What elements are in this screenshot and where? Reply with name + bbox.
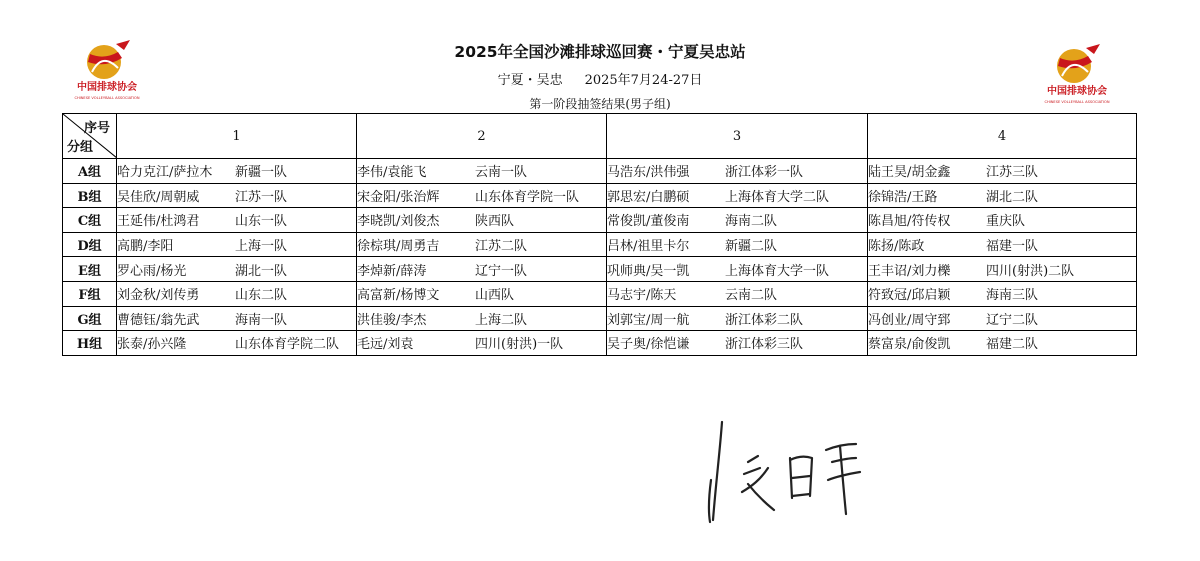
table-row [63,331,1137,356]
draw-results-table [62,113,1137,356]
group-cell: B组 [63,183,117,208]
page-title: 2025年全国沙滩排球巡回赛・宁夏吴忠站 [454,43,746,61]
team-name: 四川(射洪)一队 [475,337,564,353]
team-name: 江苏二队 [475,239,528,255]
team-name: 四川(射洪)二队 [986,263,1075,279]
player-pair: 罗心雨/杨光 [117,263,187,279]
table-row [63,159,1137,184]
player-pair: 哈力克江/萨拉木 [117,165,213,181]
entry-cell [117,183,357,208]
event-location: 宁夏・吴忠 [497,73,563,88]
group-cell: D组 [63,232,117,257]
group-cell: G组 [63,306,117,331]
team-name: 上海体育大学一队 [725,263,830,279]
player-pair: 毛远/刘袁 [357,337,414,353]
group-cell: F组 [63,281,117,306]
team-name: 浙江体彩一队 [725,165,804,181]
table-row [63,232,1137,257]
player-pair: 马浩东/洪伟强 [607,165,690,181]
entry-cell [117,257,357,282]
entry-cell [117,208,357,233]
entry-cell [357,183,607,208]
event-info [0,69,1200,88]
team-name: 新疆二队 [725,239,778,255]
team-name: 上海体育大学二队 [725,189,830,205]
page-subtitle: 第一阶段抽签结果(男子组) [529,97,671,111]
player-pair: 马志宇/陈天 [607,288,677,304]
player-pair: 王丰诏/刘力櫟 [868,263,951,279]
entry-cell [868,306,1137,331]
player-pair: 冯创业/周守郅 [868,312,951,328]
player-pair: 高富新/杨博文 [357,288,440,304]
handwritten-signature-icon [700,410,880,535]
entry-cell [357,306,607,331]
table-row [63,281,1137,306]
player-pair: 洪佳骏/李杰 [357,312,427,328]
entry-cell [607,331,868,356]
team-name: 福建一队 [986,239,1039,255]
entry-cell [607,232,868,257]
player-pair: 曹德钰/翁先武 [117,312,200,328]
team-name: 山西队 [475,288,515,304]
entry-cell [868,208,1137,233]
team-name: 山东二队 [235,288,288,304]
player-pair: 陈扬/陈政 [868,239,925,255]
player-pair: 王延伟/杜鸿君 [117,214,200,230]
entry-cell [607,183,868,208]
player-pair: 常俊凯/董俊南 [607,214,690,230]
entry-cell [607,306,868,331]
player-pair: 高鹏/李阳 [117,239,174,255]
column-header: 4 [868,114,1137,159]
entry-cell [868,183,1137,208]
player-pair: 吴佳欣/周朝威 [117,189,200,205]
column-header: 3 [607,114,868,159]
player-pair: 刘郭宝/周一航 [607,312,690,328]
table-row [63,208,1137,233]
player-pair: 吴子奥/徐恺谦 [607,337,690,353]
player-pair: 徐棕琪/周勇吉 [357,239,440,255]
entry-cell [607,257,868,282]
team-name: 山东体育学院一队 [475,189,580,205]
player-pair: 徐锦浩/王路 [868,189,938,205]
entry-cell [357,159,607,184]
team-name: 新疆一队 [235,165,288,181]
entry-cell [117,232,357,257]
svg-text:CHINESE VOLLEYBALL ASSOCIATION: CHINESE VOLLEYBALL ASSOCIATION [1044,100,1110,104]
column-header: 2 [357,114,607,159]
entry-cell [868,257,1137,282]
entry-cell [607,159,868,184]
team-name: 海南三队 [986,288,1039,304]
group-cell: E组 [63,257,117,282]
corner-header-cell [63,114,117,159]
player-pair: 巩师典/吴一凯 [607,263,690,279]
entry-cell [607,281,868,306]
player-pair: 吕林/祖里卡尔 [607,239,690,255]
entry-cell [357,331,607,356]
team-name: 浙江体彩二队 [725,312,804,328]
player-pair: 陈昌旭/符传权 [868,214,951,230]
player-pair: 符致冠/邱启颖 [868,288,951,304]
entry-cell [868,331,1137,356]
seq-label: 序号 [83,121,110,136]
team-name: 山东体育学院二队 [235,337,340,353]
svg-text:中国排球协会: 中国排球协会 [77,82,137,93]
team-name: 云南一队 [475,165,528,181]
table-row [63,183,1137,208]
entry-cell [357,257,607,282]
entry-cell [117,306,357,331]
table-row [63,306,1137,331]
player-pair: 李焯新/薛涛 [357,263,427,279]
entry-cell [117,281,357,306]
entry-cell [607,208,868,233]
team-name: 浙江体彩三队 [725,337,804,353]
team-name: 辽宁一队 [475,263,528,279]
entry-cell [357,281,607,306]
column-header: 1 [117,114,357,159]
player-pair: 宋金阳/张治辉 [357,189,440,205]
entry-cell [868,232,1137,257]
team-name: 福建二队 [986,337,1039,353]
event-dates: 2025年7月24-27日 [584,73,703,88]
table-row [63,257,1137,282]
team-name: 山东一队 [235,214,288,230]
team-name: 海南二队 [725,214,778,230]
team-name: 重庆队 [986,214,1026,230]
group-cell: H组 [63,331,117,356]
team-name: 辽宁二队 [986,312,1039,328]
entry-cell [357,208,607,233]
player-pair: 蔡富泉/俞俊凯 [868,337,951,353]
team-name: 湖北一队 [235,263,288,279]
entry-cell [357,232,607,257]
team-name: 湖北二队 [986,189,1039,205]
player-pair: 陆王昊/胡金鑫 [868,165,951,181]
entry-cell [117,159,357,184]
group-label: 分组 [67,140,94,155]
player-pair: 郭思宏/白鹏硕 [607,189,690,205]
player-pair: 刘金秋/刘传勇 [117,288,200,304]
player-pair: 李晓凯/刘俊杰 [357,214,440,230]
svg-text:中国排球协会: 中国排球协会 [1047,86,1107,97]
player-pair: 李伟/袁能飞 [357,165,427,181]
team-name: 陕西队 [475,214,515,230]
team-name: 江苏三队 [986,165,1039,181]
team-name: 上海二队 [475,312,528,328]
team-name: 海南一队 [235,312,288,328]
entry-cell [868,159,1137,184]
group-cell: A组 [63,159,117,184]
team-name: 上海一队 [235,239,288,255]
team-name: 云南二队 [725,288,778,304]
svg-text:CHINESE VOLLEYBALL ASSOCIATION: CHINESE VOLLEYBALL ASSOCIATION [74,96,140,100]
player-pair: 张泰/孙兴隆 [117,337,187,353]
entry-cell [117,331,357,356]
entry-cell [868,281,1137,306]
table-header-row [63,114,1137,159]
team-name: 江苏一队 [235,189,288,205]
group-cell: C组 [63,208,117,233]
